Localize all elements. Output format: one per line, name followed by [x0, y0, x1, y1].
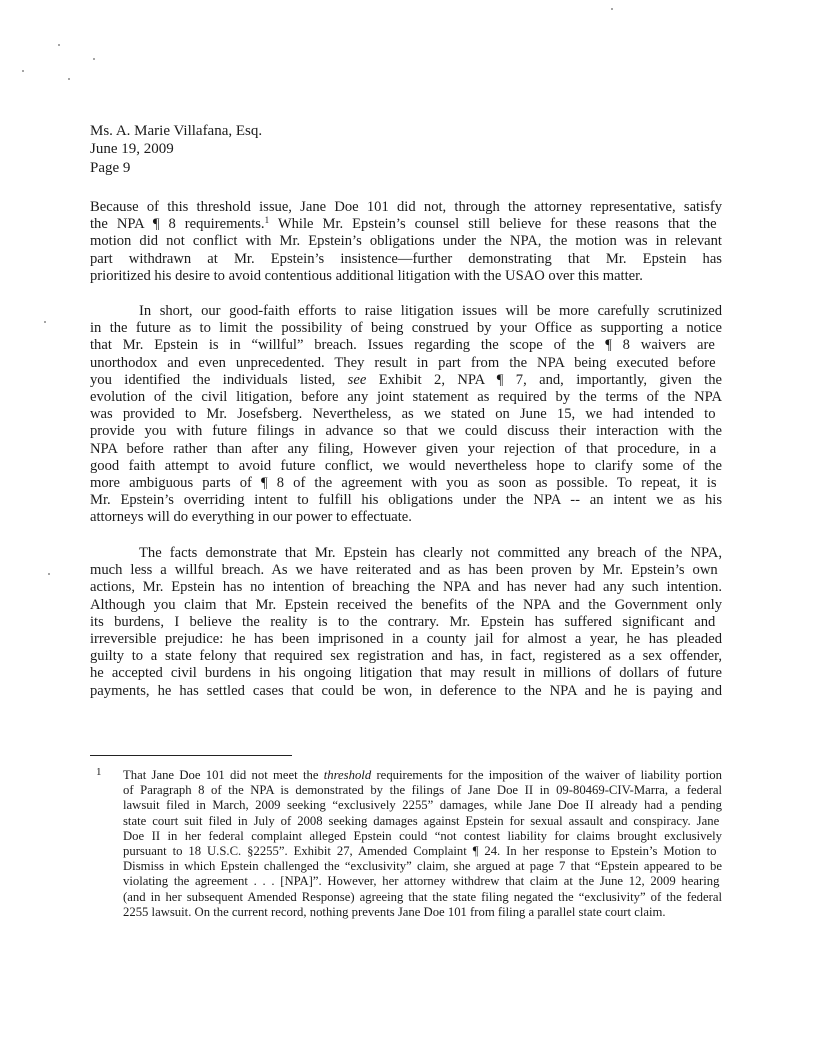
body-paragraph-1: [90, 199, 722, 285]
text-line: attorneys will do everything in our power to effectuate.: [90, 509, 412, 526]
text-line: (and in her subsequent Amended Response) agreeing that the state filing negated the “exclusivity” of the federal: [123, 889, 722, 904]
text-segment: That Jane Doe 101 did not meet the: [123, 768, 324, 782]
text-line: its burdens, I believe the reality is to the contrary. Mr. Epstein has suffered significant and: [90, 613, 716, 630]
text-line: [90, 216, 722, 233]
page-number: Page 9: [90, 159, 131, 176]
footnote-number: 1: [96, 766, 102, 778]
recipient-line: Ms. A. Marie Villafana, Esq.: [90, 123, 263, 139]
scan-speck: [58, 44, 60, 46]
text-line: he accepted civil burdens in his ongoing litigation that may result in millions of dollars of future: [90, 665, 722, 682]
scan-speck: [68, 78, 70, 80]
text-segment: see: [347, 371, 367, 388]
text-segment: you identified the individuals listed,: [90, 371, 348, 388]
text-line: Although you claim that Mr. Epstein received the benefits of the NPA and the Government only: [90, 596, 722, 613]
body-paragraph-3: [90, 545, 722, 700]
text-line: violating the agreement . . . [NPA]”. However, her attorney withdrew that claim at the June 12, 2009 hearing: [123, 874, 720, 889]
text-line: Mr. Epstein’s overriding intent to fulfill his obligations under the NPA -- an intent we as his: [90, 492, 722, 509]
scan-speck: [48, 573, 50, 575]
text-line: part withdrawn at Mr. Epstein’s insistence—further demonstrating that Mr. Epstein has: [90, 250, 722, 267]
text-line: Doe II in her federal complaint alleged Epstein could “not contest liability for claims brought exclusively: [123, 828, 722, 843]
text-line: more ambiguous parts of ¶ 8 of the agreement with you as soon as possible. To repeat, it is: [90, 474, 717, 491]
text-line: motion did not conflict with Mr. Epstein’s obligations under the NPA, the motion was in relevant: [90, 233, 722, 250]
text-segment: requirements for the imposition of the waiver of liability portion: [371, 768, 722, 782]
scan-speck: [44, 321, 46, 323]
body-paragraph-2: [90, 303, 722, 526]
text-line: of Paragraph 8 of the NPA is demonstrated by the filings of Jane Doe II in 09-80469-CIV-Marra, a federal: [123, 783, 722, 798]
text-line: Because of this threshold issue, Jane Doe 101 did not, through the attorney representative, satisfy: [90, 199, 722, 215]
text-line: Dismiss in which Epstein challenged the “exclusivity” claim, she argued at page 7 that “Epstein appeared to be: [123, 859, 722, 874]
text-line: evolution of the civil litigation, before any joint statement as required by the terms of the NPA: [90, 388, 722, 405]
text-line: much less a willful breach. As we have reiterated and as has been proven by Mr. Epstein’s own: [90, 562, 718, 579]
footnote-reference: 1: [264, 215, 270, 226]
text-line: that Mr. Epstein is in “willful” breach. Issues regarding the scope of the ¶ 8 waivers are: [90, 337, 715, 354]
text-line: was provided to Mr. Josefsberg. Nevertheless, as we stated on June 15, we had intended to: [90, 406, 716, 423]
text-segment: Exhibit 2, NPA ¶ 7, and, importantly, given the: [366, 371, 723, 388]
footnote-text: [123, 768, 722, 920]
text-line: provide you with future filings in advance so that we could discuss their interaction with the: [90, 423, 722, 440]
text-line: prioritized his desire to avoid contentious additional litigation with the USAO over this matter.: [90, 267, 643, 284]
text-line: lawsuit filed in March, 2009 seeking “exclusively 2255” damages, while Jane Doe II already had a pending: [123, 798, 722, 813]
scan-speck: [93, 58, 95, 60]
text-line: [123, 768, 722, 783]
text-line: actions, Mr. Epstein has no intention of breaching the NPA and has never had any such intention.: [90, 579, 722, 596]
scan-speck: [611, 8, 613, 10]
scan-speck: [22, 70, 24, 72]
text-line: guilty to a state felony that required sex registration and has, in fact, registered as a sex offender,: [90, 648, 722, 665]
text-line: irreversible prejudice: he has been imprisoned in a county jail for almost a year, he has pleaded: [90, 630, 722, 647]
letter-header: [90, 122, 722, 177]
text-segment: While Mr. Epstein’s counsel still believe for these reasons that the: [269, 216, 717, 233]
text-line: state court suit filed in July of 2008 seeking damages against Epstein for sexual assault and conspiracy. Jane: [123, 813, 720, 828]
text-line: The facts demonstrate that Mr. Epstein has clearly not committed any breach of the NPA,: [139, 545, 722, 561]
text-line: unorthodox and even unprecedented. They result in part from the NPA being executed before: [90, 354, 716, 371]
text-segment: threshold: [323, 768, 372, 782]
text-line: pursuant to 18 U.S.C. §2255”. Exhibit 27, Amended Complaint ¶ 24. In her response to Epstein’s Motion to: [123, 843, 717, 858]
text-line: payments, he has settled cases that could be won, in deference to the NPA and he is paying and: [90, 682, 722, 699]
text-line: good faith attempt to avoid future conflict, we would nevertheless hope to clarify some of the: [90, 457, 722, 474]
text-line: 2255 lawsuit. On the current record, nothing prevents Jane Doe 101 from filing a parallel state court claim.: [123, 904, 666, 919]
date-line: June 19, 2009: [90, 141, 174, 158]
text-line: in the future as to limit the possibility of being construed by your Office as supporting a notice: [90, 320, 722, 337]
text-line: In short, our good-faith efforts to raise litigation issues will be more carefully scrutinized: [139, 303, 722, 319]
text-line: NPA before rather than after any filing, However given your rejection of that procedure, in a: [90, 440, 717, 457]
text-segment: the NPA ¶ 8 requirements.: [90, 216, 265, 233]
footnote-separator: [90, 755, 292, 756]
text-line: [90, 372, 722, 389]
